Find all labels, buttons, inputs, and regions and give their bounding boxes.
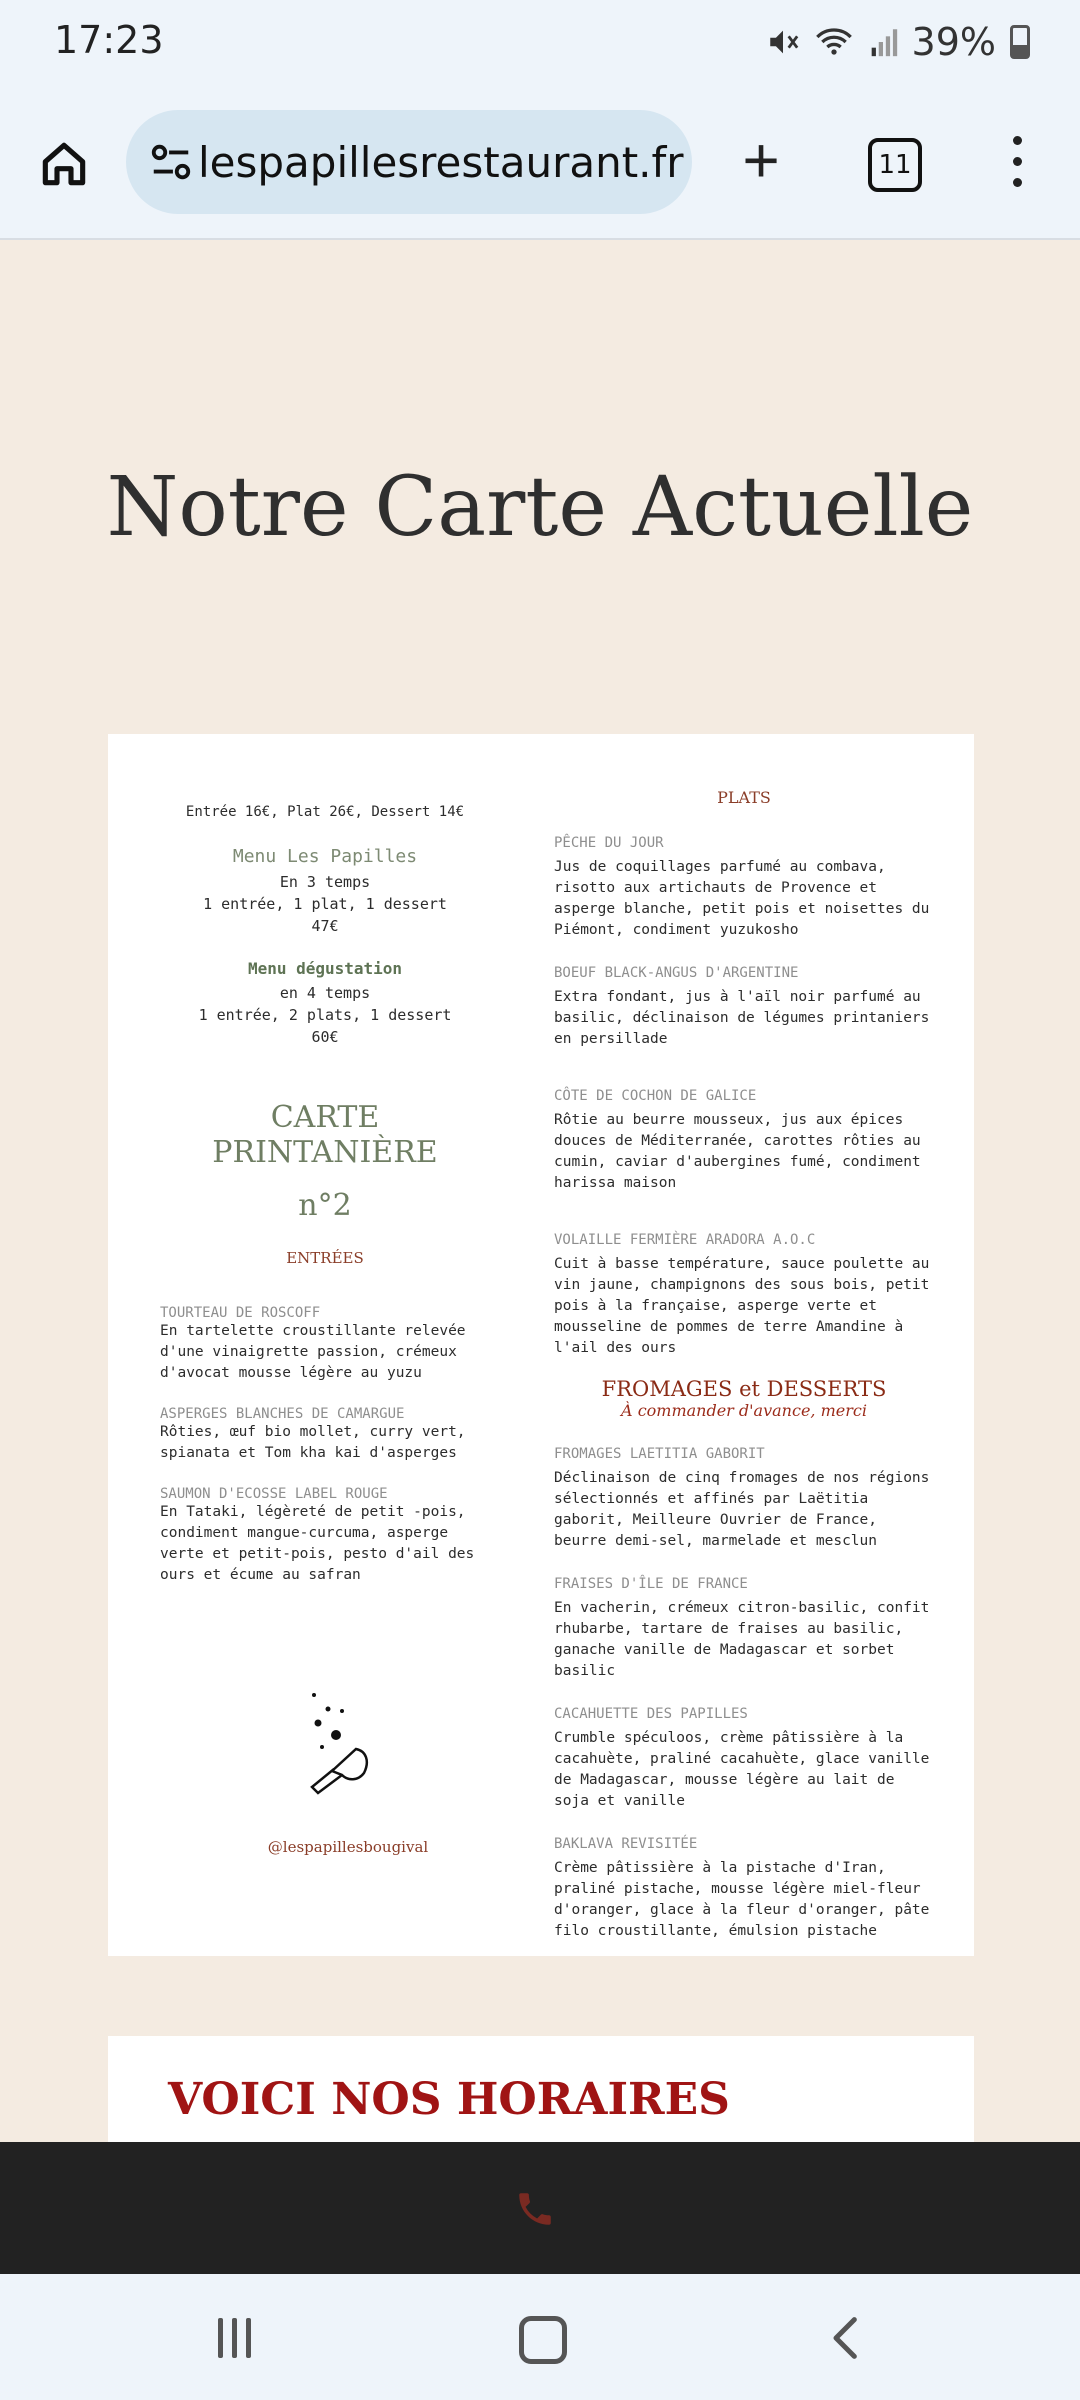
dish-name: SAUMON D'ECOSSE LABEL ROUGE [160,1486,388,1502]
recent-apps-icon[interactable] [218,2318,262,2358]
url-text[interactable]: lespapillesrestaurant.fr [198,137,684,187]
menu-papilles-price: 47€ [311,917,339,935]
menu-card [108,734,974,1956]
dish-name: FROMAGES LAETITIA GABORIT [554,1446,765,1462]
plats-heading: PLATS [717,788,771,807]
dish-name: PÊCHE DU JOUR [554,835,664,851]
hours-title: VOICI NOS HORAIRES [168,2074,730,2125]
menu-right-column [554,788,934,1966]
dish-name: CÔTE DE COCHON DE GALICE [554,1088,757,1104]
dish-description: Jus de coquillages parfumé au combava, risotto aux artichauts de Provence et asperge blanche, petit pois et noisettes du Piémont, condiment yuzukosho [554,859,930,938]
mute-icon [766,25,800,59]
dish-name: FRAISES D'ÎLE DE FRANCE [554,1576,748,1592]
menu-item [160,1305,490,1384]
call-bar[interactable] [0,2142,1080,2274]
menu-item [554,835,934,941]
menu-item [554,1232,934,1359]
tune-icon[interactable] [148,139,194,185]
dish-description: Crème pâtissière à la pistache d'Iran, praliné pistache, mousse légère miel-fleur d'oranger, glace à la fleur d'oranger, pâte filo croustillante, émulsion pistache [554,1860,930,1939]
menu-degustation-line: en 4 temps [279,984,371,1002]
entrees-heading: ENTRÉES [286,1249,364,1267]
menu-papilles-name: Menu Les Papilles [232,846,418,867]
menu-item [160,1406,490,1464]
dish-name: BAKLAVA REVISITÉE [554,1836,698,1852]
menu-papilles-line: 1 entrée, 1 plat, 1 dessert [203,895,447,913]
battery-icon [1010,25,1030,59]
dish-name: CACAHUETTE DES PAPILLES [554,1706,748,1722]
dish-description: En Tataki, légèreté de petit -pois, condiment mangue-curcuma, asperge verte et petit-pois, pesto d'ail des ours et écume au safran [160,1504,475,1583]
signal-icon [868,25,898,59]
fromages-desserts-heading: FROMAGES et DESSERTS [601,1377,887,1401]
dish-description: Rôties, œuf bio mollet, curry vert, spianata et Tom kha kai d'asperges [160,1424,466,1461]
dish-description: En vacherin, crémeux citron-basilic, confit rhubarbe, tartare de fraises au basilic, ganache vanille de Madagascar et sorbet basilic [554,1600,930,1679]
menu-degustation-line: 1 entrée, 2 plats, 1 dessert [198,1006,452,1024]
status-time: 17:23 [54,18,164,62]
home-icon[interactable] [36,136,92,192]
dish-description: Cuit à basse température, sauce poulette au vin jaune, champignons des sous bois, petit pois à la française, asperge verte et mousseline de pommes de terre Amandine à l'ail des ours [554,1256,930,1356]
dish-description: En tartelette croustillante relevée d'une vinaigrette passion, crémeux d'avocat mousse légère au yuzu [160,1323,466,1381]
dish-name: ASPERGES BLANCHES DE CAMARGUE [160,1406,405,1422]
instagram-handle: @lespapillesbougival [267,1838,429,1856]
fromages-desserts-subtitle: À commander d'avance, merci [621,1401,867,1420]
address-bar[interactable] [126,110,692,214]
phone-icon[interactable] [514,2188,556,2230]
browser-toolbar [0,86,1080,240]
menu-degustation-price: 60€ [311,1028,339,1046]
menu-item [554,1088,934,1194]
dish-description: Crumble spéculoos, crème pâtissière à la cacahuète, praliné cacahuète, glace vanille de Madagascar, mousse légère au lait de soja et vanille [554,1730,930,1809]
nav-home-icon[interactable] [519,2316,567,2364]
dish-description: Déclinaison de cinq fromages de nos régions sélectionnés et affinés par Laëtitia gaborit, Meilleure Ouvrier de France, beurre demi-sel, marmelade et mesclun [554,1470,930,1549]
menu-item [554,965,934,1050]
more-vert-icon[interactable] [1005,136,1029,192]
menu-left-column [160,804,490,1586]
dish-name: TOURTEAU DE ROSCOFF [160,1305,321,1321]
menu-item [554,1836,934,1942]
menu-degustation-name: Menu dégustation [247,959,403,978]
dish-name: VOLAILLE FERMIÈRE ARADORA A.O.C [554,1232,816,1248]
carte-number: n°2 [298,1188,352,1223]
tab-switcher-button[interactable]: 11 [868,138,922,192]
dish-description: Extra fondant, jus à l'aïl noir parfumé au basilic, déclinaison de légumes printaniers en persillade [554,989,930,1047]
carte-title: CARTE PRINTANIÈRE [212,1100,438,1170]
menu-item [554,1706,934,1812]
back-icon[interactable] [826,2314,866,2362]
dish-description: Rôtie au beurre mousseux, jus aux épices douces de Méditerranée, carottes rôties au cumin, caviar d'aubergines fumé, condiment harissa maison [554,1112,921,1191]
status-bar [0,0,1080,86]
plus-icon[interactable]: + [742,124,780,196]
dish-name: BOEUF BLACK-ANGUS D'ARGENTINE [554,965,799,981]
system-nav-bar [0,2274,1080,2400]
price-summary: Entrée 16€, Plat 26€, Dessert 14€ [185,804,465,820]
restaurant-logo-icon [304,1689,394,1799]
wifi-icon [814,25,854,59]
battery-percent: 39% [911,20,996,64]
page-title: Notre Carte Actuelle [106,460,974,555]
status-icons [766,20,1030,64]
menu-item [554,1446,934,1552]
menu-papilles-line: En 3 temps [279,873,371,891]
menu-item [554,1576,934,1682]
menu-item [160,1486,490,1586]
